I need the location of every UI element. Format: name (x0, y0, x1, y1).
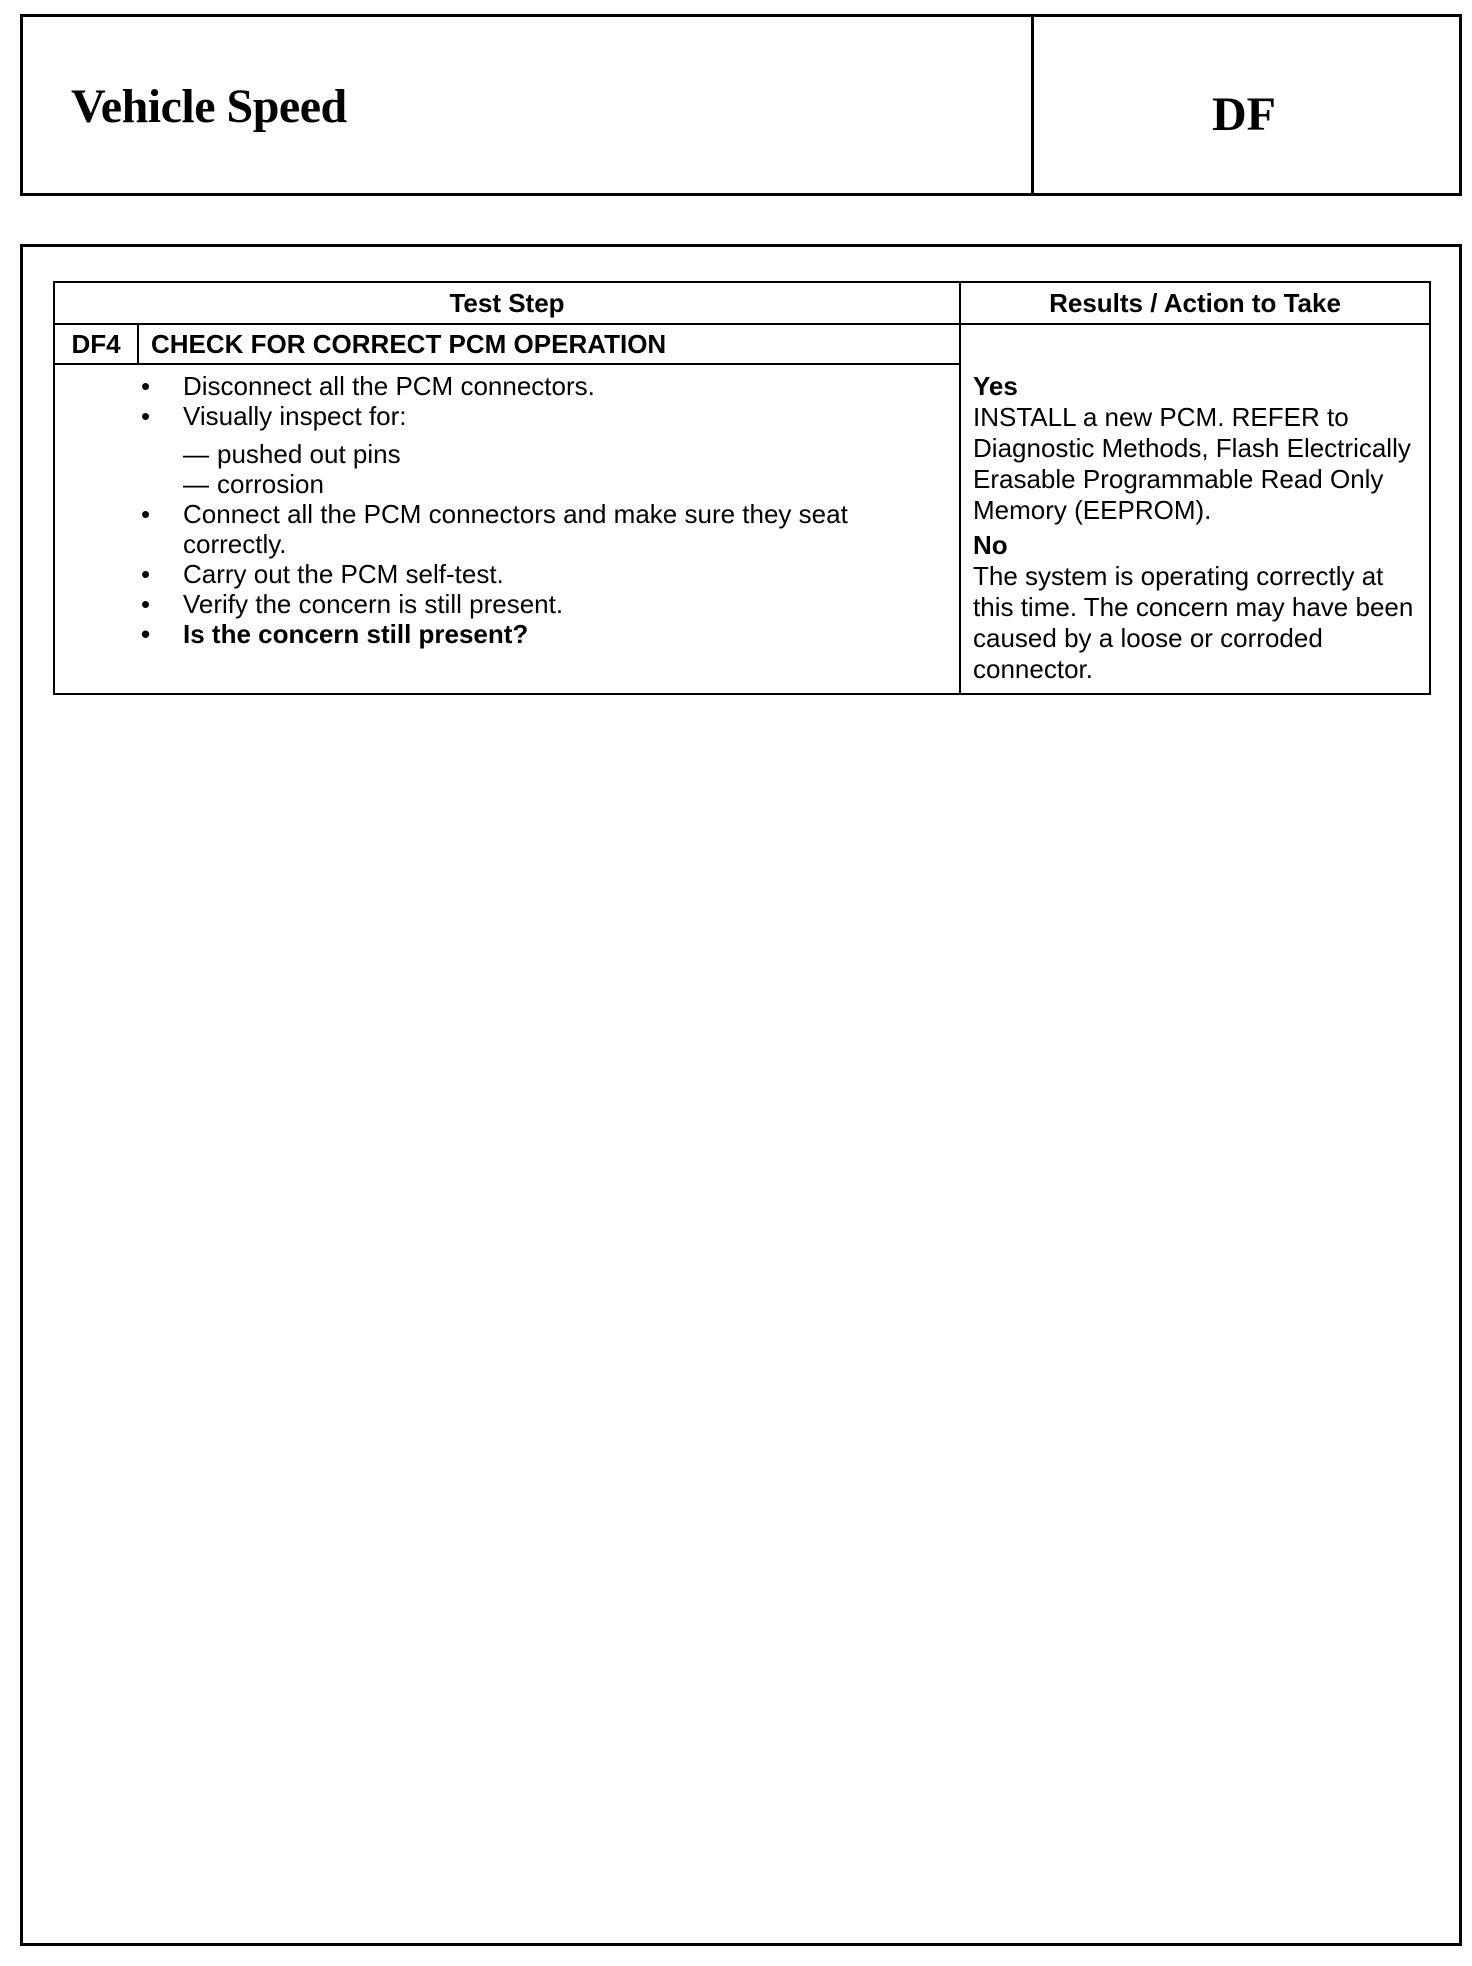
step-title-row (54, 324, 1430, 364)
test-step-header: Test Step (54, 282, 960, 324)
no-label: No (973, 530, 1008, 560)
bullet-icon: • (141, 589, 151, 619)
content-frame (20, 244, 1462, 1946)
bullet-icon: • (141, 619, 151, 649)
list-item: • Connect all the PCM connectors and make sure they seat correctly. (141, 499, 848, 559)
dash-icon: — (183, 439, 209, 469)
results-cell (960, 324, 1430, 694)
yes-label: Yes (973, 371, 1018, 401)
list-item: • Verify the concern is still present. (141, 589, 564, 619)
bullet-icon: • (141, 499, 151, 529)
section-code: DF (1212, 88, 1276, 141)
inspect-list (183, 439, 949, 499)
table-header-row (54, 282, 1430, 324)
page-title: Vehicle Speed (71, 80, 347, 133)
action-list (141, 371, 949, 649)
results-header: Results / Action to Take (960, 282, 1430, 324)
list-item: — pushed out pins (183, 439, 401, 469)
header-title-cell (23, 17, 1034, 193)
step-actions-cell (54, 364, 960, 694)
step-id: DF4 (54, 324, 138, 364)
header-code-cell (1034, 17, 1459, 193)
diagnostic-table (53, 281, 1431, 695)
step-title: CHECK FOR CORRECT PCM OPERATION (138, 324, 960, 364)
dash-icon: — (183, 469, 209, 499)
list-item: • Visually inspect for: — pushed out pins — corrosion (141, 401, 949, 499)
no-text: The system is operating correctly at this time. The concern may have been caused by a loose or corroded connector. (973, 561, 1414, 684)
list-item: • Is the concern still present? (141, 619, 529, 649)
yes-text: INSTALL a new PCM. REFER to Diagnostic Methods, Flash Electrically Erasable Programmable Read Only Memory (EEPROM). (973, 402, 1411, 525)
bullet-icon: • (141, 559, 151, 589)
list-item: • Disconnect all the PCM connectors. (141, 371, 595, 401)
bullet-icon: • (141, 401, 151, 431)
list-item: • Carry out the PCM self-test. (141, 559, 504, 589)
bullet-icon: • (141, 371, 151, 401)
list-item: — corrosion (183, 469, 324, 499)
page-header (20, 14, 1462, 196)
